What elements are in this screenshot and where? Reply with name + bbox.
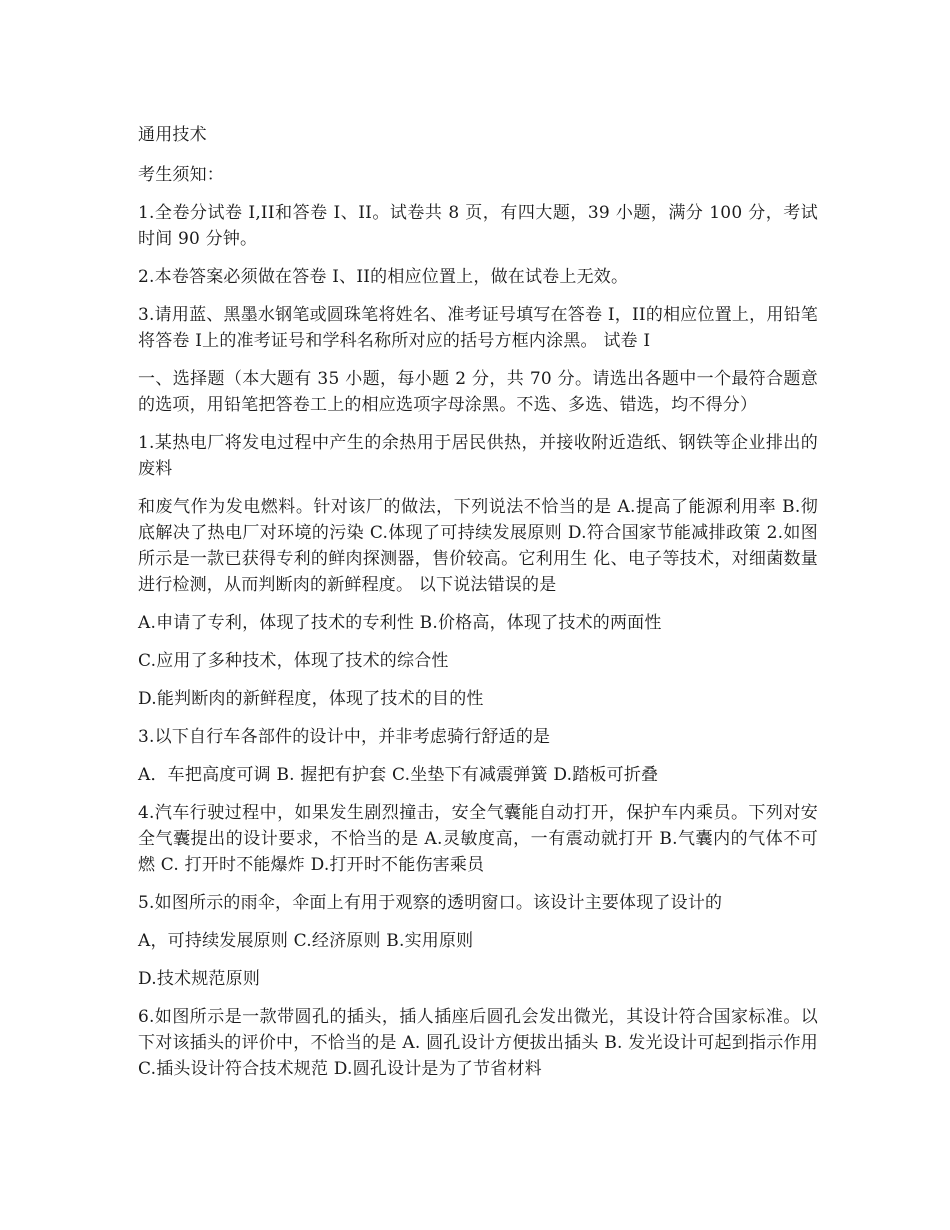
question-paragraph: 3.以下自行车各部件的设计中，并非考虑骑行舒适的是	[138, 727, 551, 747]
question-paragraph: A．车把高度可调 B. 握把有护套 C.坐垫下有减震弹簧 D.踏板可折叠	[138, 765, 659, 785]
question-paragraph: D.技术规范原则	[138, 969, 261, 989]
question-paragraph: 和废气作为发电燃料。针对该厂的做法，下列说法不恰当的是 A.提高了能源利用率 B.彻底解决了热电厂对环境的污染 C.体现了可持续发展原则 D.符合国家节能减排政策 2.如图所示是一款已获得专利的鲜肉探测器，售价较高。它利用生 化、电子等技术，对细菌数量进行检测，从而判断肉的新鲜程度。 以下说法错误的是	[138, 497, 818, 595]
section-heading: 一、选择题（本大题有 35 小题，每小题 2 分，共 70 分。请选出各题中一个最符合题意的选项，用铅笔把答卷工上的相应选项字母涂黑。不选、多选、错选，均不得分）	[138, 369, 818, 415]
question-paragraph: 6.如图所示是一款带圆孔的插头，插人插座后圆孔会发出微光，其设计符合国家标准。以下对该插头的评价中，不恰当的是 A. 圆孔设计方便拔出插头 B. 发光设计可起到指示作用 C.插头设计符合技术规范 D.圆孔设计是为了节省材料	[138, 1007, 818, 1079]
question-paragraph: C.应用了多种技术，体现了技术的综合性	[138, 651, 449, 671]
notice-item: 1.全卷分试卷 I,II和答卷 I、II。试卷共 8 页，有四大题，39 小题，满分 100 分，考试时间 90 分钟。	[138, 203, 818, 249]
question-paragraph: 1.某热电厂将发电过程中产生的余热用于居民供热，并接收附近造纸、钢铁等企业排出的废料	[138, 433, 818, 479]
notice-item: 3.请用蓝、黑墨水钢笔或圆珠笔将姓名、准考证号填写在答卷 I，II的相应位置上，用铅笔将答卷 I上的准考证号和学科名称所对应的括号方框内涂黑。 试卷 I	[138, 305, 818, 351]
question-paragraph: D.能判断肉的新鲜程度，体现了技术的目的性	[138, 689, 484, 709]
question-paragraph: 4.汽车行驶过程中，如果发生剧烈撞击，安全气囊能自动打开，保护车内乘员。下列对安全气囊提出的设计要求，不恰当的是 A.灵敏度高，一有震动就打开 B.气囊内的气体不可燃 C. 打开时不能爆炸 D.打开时不能伤害乘员	[138, 803, 818, 875]
question-paragraph: A，可持续发展原则 C.经济原则 B.实用原则	[138, 931, 474, 951]
notice-item: 2.本卷答案必须做在答卷 I、II的相应位置上，做在试卷上无效。	[138, 267, 629, 287]
question-paragraph: A.申请了专利，体现了技术的专利性 B.价格高，体现了技术的两面性	[138, 613, 662, 633]
page-title: 通用技术	[138, 125, 207, 145]
exam-page	[138, 122, 818, 1094]
notice-heading: 考生须知：	[138, 165, 224, 185]
question-paragraph: 5.如图所示的雨伞，伞面上有用于观察的透明窗口。该设计主要体现了设计的	[138, 893, 723, 913]
